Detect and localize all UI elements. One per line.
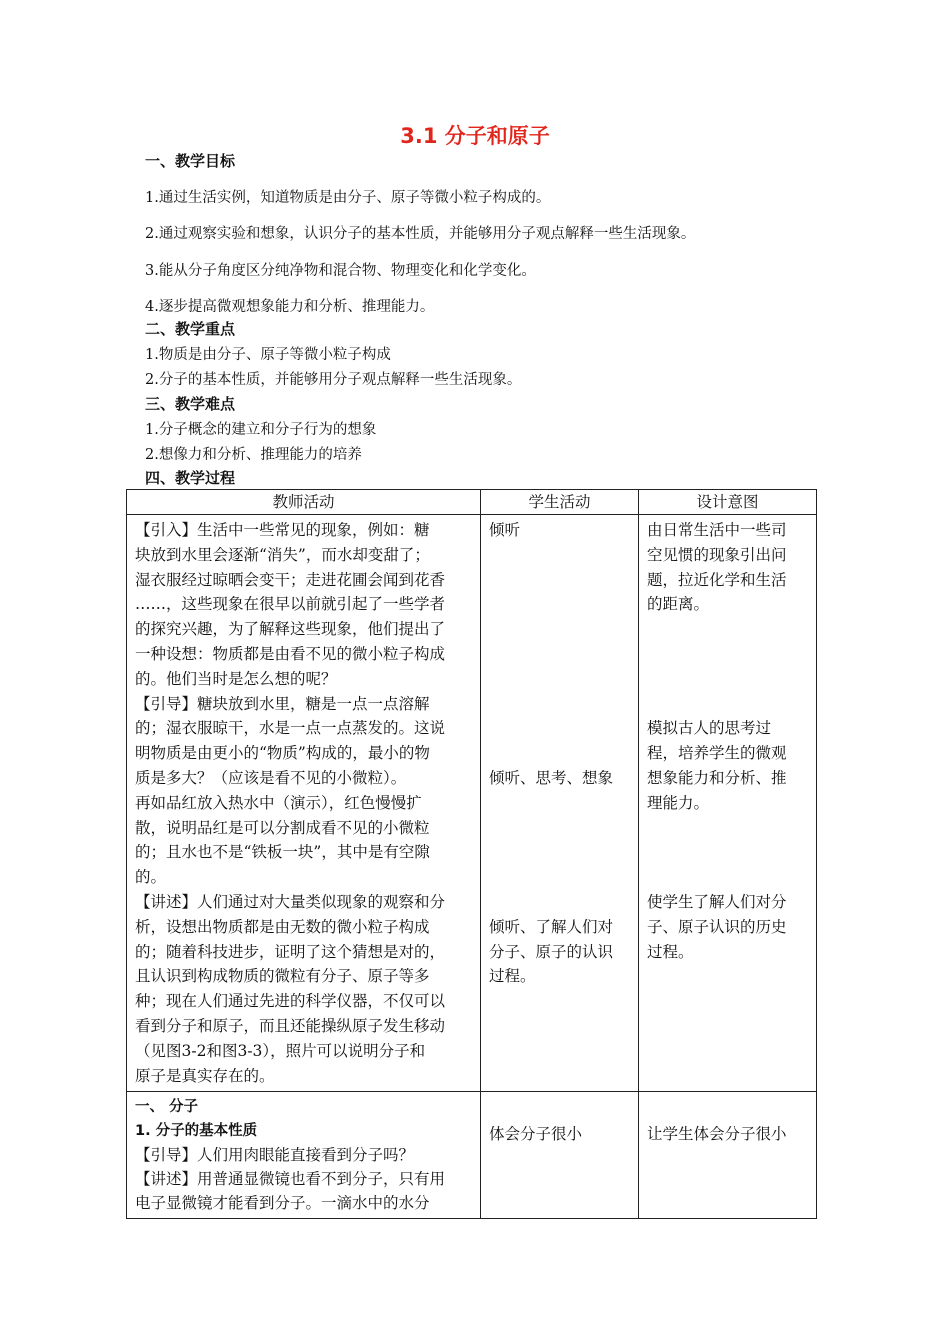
teacher-activity-cell [127,1092,481,1219]
key-point-1: 1.物质是由分子、原子等微小粒子构成 [145,347,391,363]
teacher-line: 湿衣服经过晾晒会变干；走进花圃会闻到花香 [135,570,446,589]
heading-key-points: 二、教学重点 [145,320,236,338]
difficulty-1: 1.分子概念的建立和分子行为的想象 [145,422,377,438]
difficulty-2: 2.想像力和分析、推理能力的培养 [145,447,362,463]
teacher-line: 电子显微镜才能看到分子。一滴水中的水分 [135,1194,430,1213]
teacher-line: 块放到水里会逐渐“消失”，而水却变甜了； [135,545,430,564]
intent-line: 子、原子认识的历史 [647,917,787,936]
student-activity-learn: 分子、原子的认识 [489,942,614,961]
teacher-line: 的。他们当时是怎么想的呢？ [135,669,337,688]
teacher-line: 散，说明品红是可以分割成看不见的小微粒 [135,818,430,837]
intent-line: 模拟古人的思考过 [647,719,772,738]
header-design-intent: 设计意图 [639,490,817,515]
teacher-line: 【讲述】用普通显微镜也看不到分子，只有用 [135,1170,446,1189]
teacher-line: （见图3-2和图3-3），照片可以说明分子和 [135,1041,426,1060]
teacher-activity-cell [127,515,481,1092]
table-row [127,1092,817,1219]
teacher-line: 再如品红放入热水中（演示），红色慢慢扩 [135,793,422,812]
goal-item-4: 4.逐步提高微观想象能力和分析、推理能力。 [145,299,435,315]
table-header-row [127,490,817,515]
intent-line: 想象能力和分析、推 [647,768,787,787]
header-teacher-activity: 教师活动 [127,490,481,515]
heading-goals: 一、教学目标 [145,152,236,170]
heading-difficulties: 三、教学难点 [145,395,236,413]
intent-line: 让学生体会分子很小 [647,1125,787,1144]
teacher-line: 的探究兴趣，为了解释这些现象，他们提出了 [135,620,446,639]
heading-process: 四、教学过程 [145,469,236,487]
teacher-line: 质是多大？（应该是看不见的小微粒）。 [135,768,407,787]
teacher-line: ……，这些现象在很早以前就引起了一些学者 [135,595,446,614]
teacher-line: 【引导】糖块放到水里，糖是一点一点溶解 [135,694,430,713]
teacher-line: 一种设想：物质都是由看不见的微小粒子构成 [135,644,446,663]
teacher-line: 且认识到构成物质的微粒有分子、原子等多 [135,967,430,986]
table-row [127,515,817,1092]
student-activity-feel: 体会分子很小 [489,1125,583,1144]
intent-line: 理能力。 [647,793,710,812]
teacher-line: 明物质是由更小的“物质”构成的，最小的物 [135,744,430,763]
teacher-line: 的；且水也不是“铁板一块”，其中是有空隙 [135,843,430,862]
teacher-line: 的；湿衣服晾干，水是一点一点蒸发的。这说 [135,719,446,738]
page-title: 3.1 分子和原子 [400,124,550,148]
design-intent-cell [639,1092,817,1219]
intent-line: 过程。 [647,942,694,961]
intent-line: 程，培养学生的微观 [647,744,787,763]
student-activity-listen: 倾听 [489,521,521,539]
teaching-process-table [126,489,817,1219]
intent-line: 题，拉近化学和生活 [647,570,787,589]
student-activity-cell [481,1092,639,1219]
student-activity-cell [481,515,639,1092]
header-student-activity: 学生活动 [481,490,639,515]
intent-line: 由日常生活中一些司 [647,521,787,539]
design-intent-cell [639,515,817,1092]
goal-item-2: 2.通过观察实验和想象，认识分子的基本性质，并能够用分子观点解释一些生活现象。 [145,226,696,242]
teacher-line: 【引导】人们用肉眼能直接看到分子吗？ [135,1146,415,1165]
teacher-line: 的。 [135,868,167,887]
intent-line: 的距离。 [647,595,710,614]
subsection-title-properties: 1. 分子的基本性质 [135,1123,258,1140]
intent-line: 使学生了解人们对分 [647,892,787,911]
teacher-line: 【讲述】人们通过对大量类似现象的观察和分 [135,892,446,911]
teacher-line: 【引入】生活中一些常见的现象，例如：糖 [135,521,430,539]
teacher-line: 种；现在人们通过先进的科学仪器，不仅可以 [135,992,446,1011]
student-activity-learn: 倾听、了解人们对 [489,917,614,936]
student-activity-learn: 过程。 [489,967,536,986]
section-title-molecule: 一、 分子 [135,1099,199,1116]
teacher-line: 原子是真实存在的。 [135,1066,275,1085]
goal-item-3: 3.能从分子角度区分纯净物和混合物、物理变化和化学变化。 [145,263,536,279]
student-activity-think: 倾听、思考、想象 [489,768,614,787]
teacher-line: 的；随着科技进步，证明了这个猜想是对的， [135,942,446,961]
teacher-line: 析，设想出物质都是由无数的微小粒子构成 [135,917,430,936]
goal-item-1: 1.通过生活实例，知道物质是由分子、原子等微小粒子构成的。 [145,190,551,206]
teacher-line: 看到分子和原子，而且还能操纵原子发生移动 [135,1016,446,1035]
intent-line: 空见惯的现象引出问 [647,545,787,564]
key-point-2: 2.分子的基本性质，并能够用分子观点解释一些生活现象。 [145,372,522,388]
